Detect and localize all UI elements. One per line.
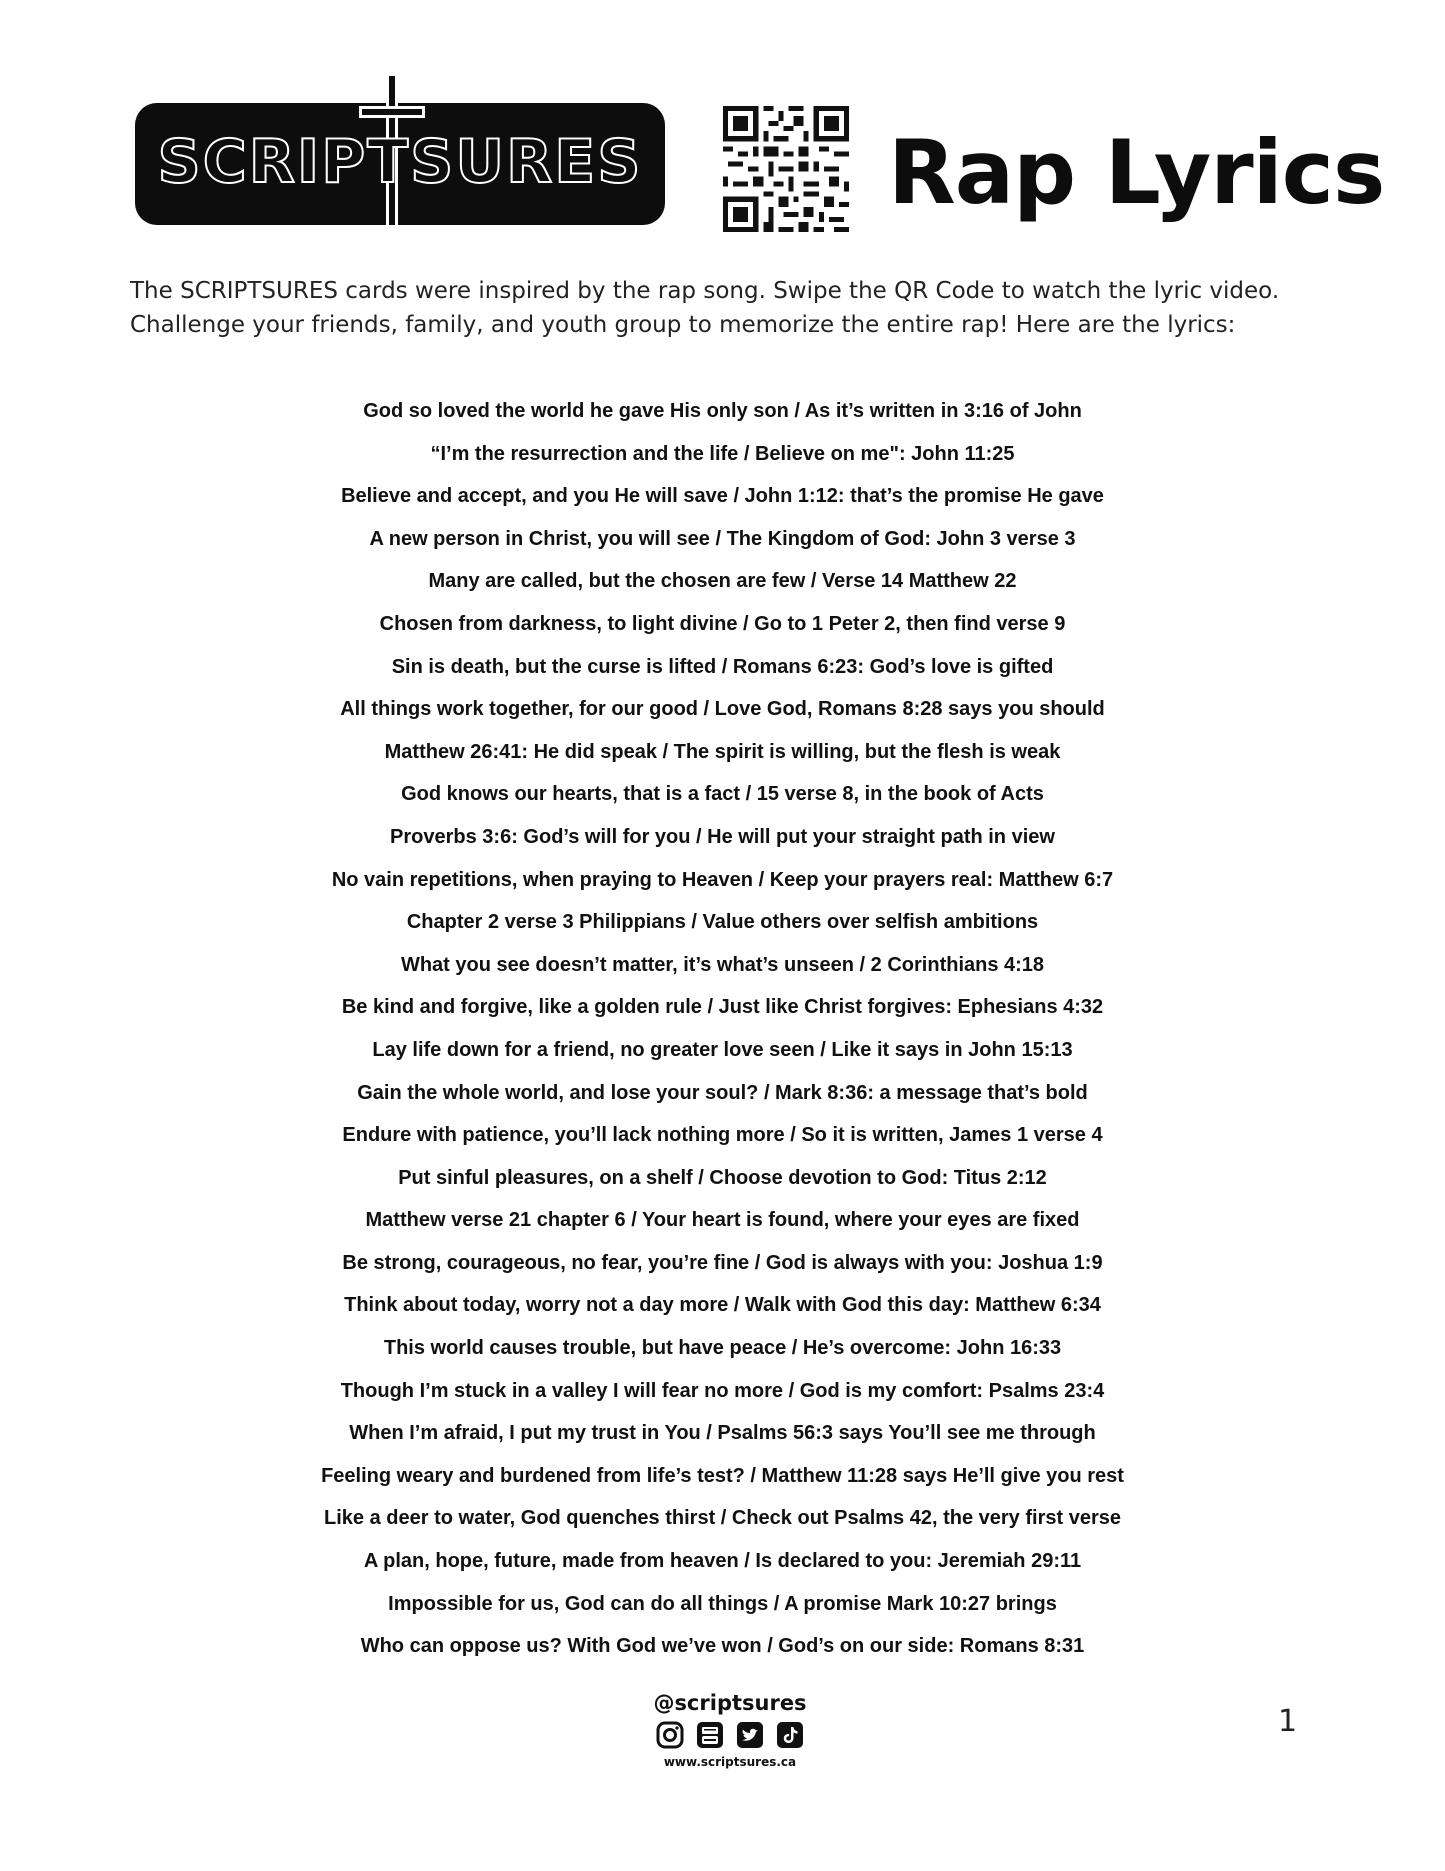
lyric-line: Though I’m stuck in a valley I will fear no more / God is my comfort: Psalms 23:4 <box>340 1379 1105 1402</box>
website-link[interactable]: www.scriptsures.ca <box>663 1755 797 1769</box>
lyric-line: Impossible for us, God can do all things / A promise Mark 10:27 brings <box>388 1592 1057 1615</box>
lyric-line: Think about today, worry not a day more / Walk with God this day: Matthew 6:34 <box>344 1294 1101 1317</box>
page-footer <box>600 1690 860 1790</box>
lyric-line: Chapter 2 verse 3 Philippians / Value others over selfish ambitions <box>406 911 1039 934</box>
social-handle[interactable]: @scriptsures <box>653 1691 807 1715</box>
lyric-line: Sin is death, but the curse is lifted / Romans 6:23: God’s love is gifted <box>391 655 1054 678</box>
lyric-line: Put sinful pleasures, on a shelf / Choose devotion to God: Titus 2:12 <box>398 1166 1047 1189</box>
lyric-line: Like a deer to water, God quenches thirst / Check out Psalms 42, the very first verse <box>324 1507 1121 1530</box>
intro-text <box>130 274 1360 342</box>
lyric-line: A new person in Christ, you will see / The Kingdom of God: John 3 verse 3 <box>369 527 1076 550</box>
lyric-line: Matthew verse 21 chapter 6 / Your heart is found, where your eyes are fixed <box>365 1209 1080 1232</box>
intro-line-2: Challenge your friends, family, and youth group to memorize the entire rap! Here are the lyrics: <box>130 312 1236 338</box>
lyric-line: Who can oppose us? With God we’ve won / God’s on our side: Romans 8:31 <box>360 1635 1085 1658</box>
lyric-line: Matthew 26:41: He did speak / The spirit is willing, but the flesh is weak <box>384 740 1061 763</box>
lyric-line: “I’m the resurrection and the life / Believe on me": John 11:25 <box>430 442 1015 465</box>
lyric-line: A plan, hope, future, made from heaven / Is declared to you: Jeremiah 29:11 <box>363 1550 1082 1573</box>
lyric-line: Be strong, courageous, no fear, you’re fine / God is always with you: Joshua 1:9 <box>342 1251 1103 1274</box>
qr-code-icon[interactable] <box>723 106 849 232</box>
instagram-icon[interactable] <box>655 1720 685 1750</box>
lyric-line: Endure with patience, you’ll lack nothing more / So it is written, James 1 verse 4 <box>342 1124 1103 1147</box>
lyric-line: When I’m afraid, I put my trust in You / Psalms 56:3 says You’ll see me through <box>349 1422 1096 1445</box>
cross-bar <box>359 106 425 118</box>
lyric-line: This world causes trouble, but have peace / He’s overcome: John 16:33 <box>383 1337 1062 1360</box>
lyric-line: Gain the whole world, and lose your soul? / Mark 8:36: a message that’s bold <box>357 1081 1088 1104</box>
page-number: 1 <box>1278 1704 1298 1739</box>
lyric-line: God knows our hearts, that is a fact / 15 verse 8, in the book of Acts <box>401 783 1044 806</box>
lyric-line: No vain repetitions, when praying to Heaven / Keep your prayers real: Matthew 6:7 <box>331 868 1114 891</box>
lyric-line: Lay life down for a friend, no greater love seen / Like it says in John 15:13 <box>372 1038 1073 1061</box>
page-title: Rap Lyrics <box>888 121 1385 224</box>
lyric-line: Feeling weary and burdened from life’s test? / Matthew 11:28 says He’ll give you rest <box>321 1464 1124 1487</box>
lyric-line: What you see doesn’t matter, it’s what’s unseen / 2 Corinthians 4:18 <box>400 953 1045 976</box>
intro-line-1: The SCRIPTSURES cards were inspired by the rap song. Swipe the QR Code to watch the lyric video. <box>130 278 1280 304</box>
tiktok-icon[interactable] <box>775 1720 805 1750</box>
lyric-line: Believe and accept, and you He will save / John 1:12: that’s the promise He gave <box>341 485 1104 508</box>
youtube-icon[interactable] <box>695 1720 725 1750</box>
page-header <box>0 0 1445 240</box>
logo-text: SCRIPTSURES <box>157 127 643 197</box>
lyric-line: God so loved the world he gave His only son / As it’s written in 3:16 of John <box>363 400 1082 422</box>
lyric-line: Chosen from darkness, to light divine / Go to 1 Peter 2, then find verse 9 <box>379 612 1066 635</box>
lyric-line: All things work together, for our good / Love God, Romans 8:28 says you should <box>340 698 1105 721</box>
lyric-line: Be kind and forgive, like a golden rule / Just like Christ forgives: Ephesians 4:32 <box>341 996 1104 1019</box>
lyrics-list <box>0 390 1445 1668</box>
twitter-icon[interactable] <box>735 1720 765 1750</box>
lyric-line: Proverbs 3:6: God’s will for you / He will put your straight path in view <box>390 825 1055 848</box>
lyric-line: Many are called, but the chosen are few / Verse 14 Matthew 22 <box>428 570 1017 593</box>
social-icons <box>600 1720 860 1752</box>
